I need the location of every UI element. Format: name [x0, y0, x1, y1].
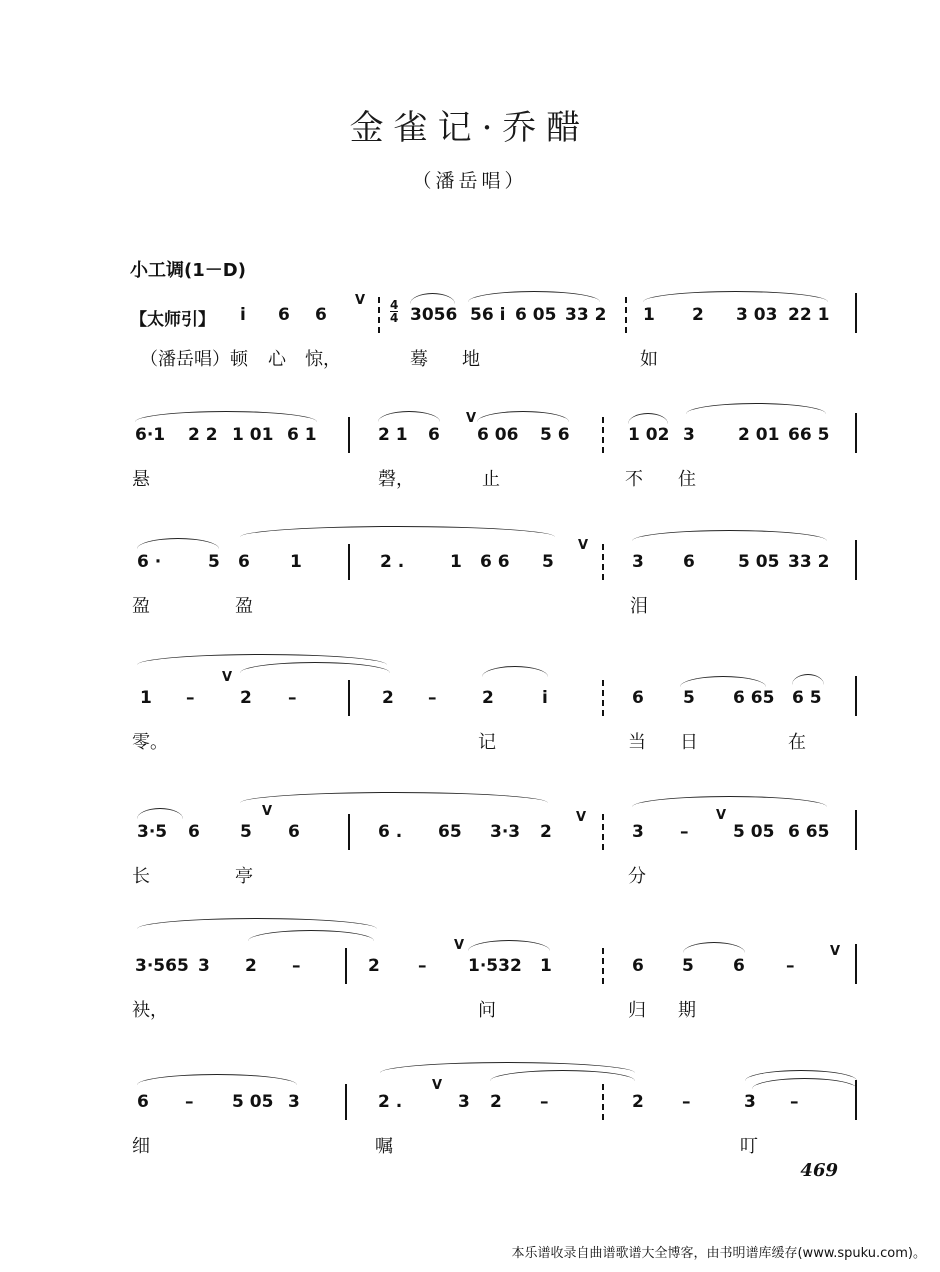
- lyric: 问: [478, 1000, 496, 1021]
- note: 【太师引】: [130, 310, 215, 330]
- note: 6: [278, 305, 290, 325]
- lyric: 惊，: [305, 349, 341, 370]
- lyric: 止: [482, 469, 500, 490]
- slur: [135, 411, 317, 422]
- note: 3: [198, 956, 210, 976]
- note: 1: [643, 305, 655, 325]
- breath-mark: V: [454, 938, 465, 953]
- note: 2: [692, 305, 704, 325]
- barline: [348, 680, 350, 716]
- barline: [602, 544, 604, 580]
- slur: [378, 411, 440, 422]
- note: 3: [683, 425, 695, 445]
- note: 1 01: [232, 425, 274, 445]
- note: 3·565: [135, 956, 189, 976]
- note: 5: [683, 688, 695, 708]
- lyric: 当: [628, 732, 646, 753]
- slur: [792, 674, 824, 685]
- slur: [683, 942, 745, 953]
- note: 2 .: [378, 1092, 403, 1112]
- lyric: 细: [132, 1136, 150, 1157]
- lyric: 泪: [630, 596, 648, 617]
- barline: [378, 297, 380, 333]
- lyric: 日: [680, 732, 698, 753]
- lyric: 零。: [132, 732, 168, 753]
- slur: [643, 291, 828, 302]
- note: 5 05: [733, 822, 775, 842]
- note: 6 05: [515, 305, 557, 325]
- barline: [855, 810, 857, 850]
- lyric: 盈: [132, 596, 150, 617]
- note: 33 2: [565, 305, 607, 325]
- breath-mark: V: [578, 538, 589, 553]
- barline: [348, 417, 350, 453]
- time-signature: 4 4: [390, 298, 399, 325]
- note: 2: [490, 1092, 502, 1112]
- breath-mark: V: [466, 411, 477, 426]
- note: 5: [240, 822, 252, 842]
- note: 6 6: [480, 552, 510, 572]
- note: –: [790, 1092, 799, 1112]
- notes-line-3: [0, 552, 940, 582]
- note: 5: [542, 552, 554, 572]
- note: 5: [682, 956, 694, 976]
- note: 1 02: [628, 425, 670, 445]
- note: 6 ·: [137, 552, 162, 572]
- lyric: 蓦: [410, 349, 428, 370]
- note: 1·532: [468, 956, 522, 976]
- barline: [345, 1084, 347, 1120]
- lyrics-line-2: [0, 465, 940, 495]
- breath-mark: V: [830, 944, 841, 959]
- note: 3: [744, 1092, 756, 1112]
- key-signature: 小工调(1－D): [130, 260, 246, 281]
- note: 2 2: [188, 425, 218, 445]
- note: 1: [140, 688, 152, 708]
- note: 6: [428, 425, 440, 445]
- breath-mark: V: [355, 293, 366, 308]
- note: 6: [188, 822, 200, 842]
- note: 66 5: [788, 425, 830, 445]
- lyric: 如: [640, 349, 658, 370]
- note: 3: [458, 1092, 470, 1112]
- lyric: 不: [625, 469, 643, 490]
- slur: [137, 808, 183, 819]
- slur: [240, 526, 555, 537]
- note: 5 6: [540, 425, 570, 445]
- lyrics-line-5: [0, 862, 940, 892]
- note: 5 05: [738, 552, 780, 572]
- barline: [348, 544, 350, 580]
- note: 6 5: [792, 688, 822, 708]
- score-line-2: [0, 411, 940, 525]
- lyric: 长: [132, 866, 150, 887]
- barline: [855, 540, 857, 580]
- barline: [855, 413, 857, 453]
- note: 22 1: [788, 305, 830, 325]
- score-line-1: [0, 293, 940, 405]
- slur: [632, 530, 827, 541]
- note: 2: [368, 956, 380, 976]
- notes-line-4: [0, 688, 940, 718]
- note: 65: [438, 822, 462, 842]
- lyric: 在: [788, 732, 806, 753]
- note: 33 2: [788, 552, 830, 572]
- note: 6: [315, 305, 327, 325]
- note: 6·1: [135, 425, 166, 445]
- note: –: [288, 688, 297, 708]
- notes-line-7: [0, 1092, 940, 1122]
- score-line-4: [0, 670, 940, 788]
- lyrics-line-3: [0, 592, 940, 622]
- barline: [602, 948, 604, 984]
- source-footer: 本乐谱收录自曲谱歌谱大全博客，由书明谱库缓存(www.spuku.com)。: [511, 1246, 926, 1261]
- note: 6: [683, 552, 695, 572]
- lyric: 亭: [235, 866, 253, 887]
- lyric: 记: [478, 732, 496, 753]
- lyrics-line-4: [0, 728, 940, 758]
- note: 3: [632, 822, 644, 842]
- note: 2: [382, 688, 394, 708]
- lyric: 袂，: [132, 1000, 168, 1021]
- barline: [855, 676, 857, 716]
- note: 5: [208, 552, 220, 572]
- lyric: 盈: [235, 596, 253, 617]
- note: 1: [540, 956, 552, 976]
- note: i: [240, 305, 246, 325]
- song-title: 金雀记·乔醋: [349, 108, 591, 148]
- note: –: [680, 822, 689, 842]
- lyric: 住: [678, 469, 696, 490]
- breath-mark: V: [432, 1078, 443, 1093]
- barline: [345, 948, 347, 984]
- lyrics-line-6: [0, 996, 940, 1026]
- slur: [628, 413, 668, 424]
- lyrics-line-7: [0, 1132, 940, 1162]
- note: 6 .: [378, 822, 403, 842]
- slur: [137, 1074, 297, 1085]
- note: 6: [288, 822, 300, 842]
- lyric: 叮: [740, 1136, 758, 1157]
- lyric: 地: [462, 349, 480, 370]
- breath-mark: V: [222, 670, 233, 685]
- note: 6 65: [788, 822, 830, 842]
- note: –: [682, 1092, 691, 1112]
- barline: [855, 293, 857, 333]
- note: 6 06: [477, 425, 519, 445]
- breath-mark: V: [262, 804, 273, 819]
- slur: [477, 411, 569, 422]
- lyric: 嘱: [375, 1136, 393, 1157]
- notes-line-5: [0, 822, 940, 852]
- note: 2: [245, 956, 257, 976]
- note: –: [428, 688, 437, 708]
- barline: [625, 297, 627, 333]
- note: 3: [632, 552, 644, 572]
- note: 2 1: [378, 425, 408, 445]
- note: 6: [238, 552, 250, 572]
- note: 3 03: [736, 305, 778, 325]
- breath-mark: V: [576, 810, 587, 825]
- note: 2: [482, 688, 494, 708]
- note: 2: [240, 688, 252, 708]
- barline: [602, 680, 604, 716]
- note: –: [540, 1092, 549, 1112]
- lyric: 分: [628, 866, 646, 887]
- note: 3056: [410, 305, 458, 325]
- slur: [240, 792, 548, 803]
- note: 2: [632, 1092, 644, 1112]
- lyric: 归: [628, 1000, 646, 1021]
- barline: [855, 944, 857, 984]
- score-line-7: [0, 1078, 940, 1192]
- note: 6: [733, 956, 745, 976]
- page-number: 469: [800, 1160, 838, 1181]
- singer-subtitle: （潘岳唱）: [412, 170, 528, 192]
- lyrics-line-1: [0, 345, 940, 375]
- score-line-5: [0, 804, 940, 922]
- slur: [410, 293, 455, 304]
- note: 1: [450, 552, 462, 572]
- note: 6 1: [287, 425, 317, 445]
- note: –: [786, 956, 795, 976]
- note: 3·3: [490, 822, 521, 842]
- barline: [602, 417, 604, 453]
- note: 1: [290, 552, 302, 572]
- note: 6: [632, 956, 644, 976]
- lyric: 心: [268, 349, 286, 370]
- notes-line-2: [0, 425, 940, 455]
- breath-mark: V: [716, 808, 727, 823]
- note: –: [418, 956, 427, 976]
- slur: [680, 676, 766, 687]
- note: 3: [288, 1092, 300, 1112]
- note: –: [292, 956, 301, 976]
- barline: [602, 1084, 604, 1120]
- slur: [468, 940, 550, 951]
- note: –: [186, 688, 195, 708]
- lyric: （潘岳唱）顿: [140, 349, 248, 370]
- note: 56 i: [470, 305, 506, 325]
- note: 2 01: [738, 425, 780, 445]
- notes-line-1: [0, 305, 940, 335]
- slur: [632, 796, 827, 807]
- slur: [248, 930, 374, 941]
- note: 5 05: [232, 1092, 274, 1112]
- note: –: [185, 1092, 194, 1112]
- note: i: [542, 688, 548, 708]
- slur: [137, 538, 219, 549]
- lyric: 磬，: [378, 469, 414, 490]
- lyric: 悬: [132, 469, 150, 490]
- note: 2: [540, 822, 552, 842]
- lyric: 期: [678, 1000, 696, 1021]
- barline: [348, 814, 350, 850]
- score-line-3: [0, 538, 940, 652]
- slur: [482, 666, 548, 677]
- score-line-6: [0, 938, 940, 1056]
- notes-line-6: [0, 956, 940, 986]
- note: 2 .: [380, 552, 405, 572]
- note: 6: [632, 688, 644, 708]
- note: 3·5: [137, 822, 168, 842]
- slur: [468, 291, 600, 302]
- note: 6 65: [733, 688, 775, 708]
- barline: [602, 814, 604, 850]
- note: 6: [137, 1092, 149, 1112]
